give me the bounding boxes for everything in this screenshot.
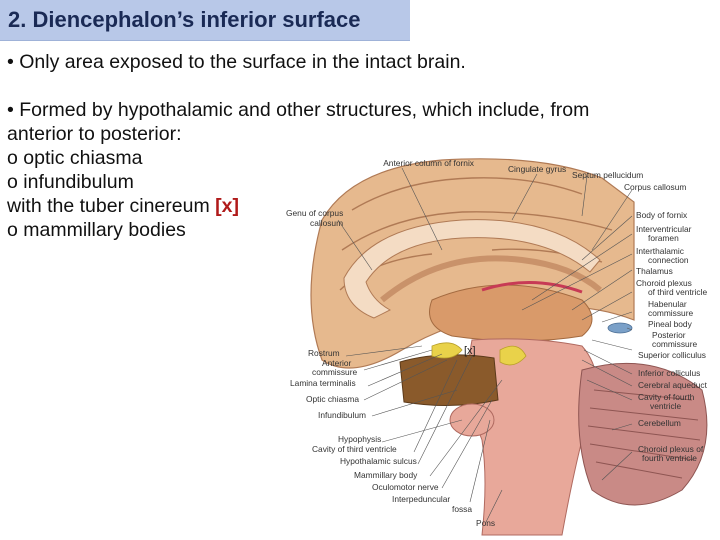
- label-inferior-colliculus: Inferior colliculus: [638, 368, 701, 378]
- midbrain: [400, 355, 498, 406]
- label-hypothalamic-sulcus: Hypothalamic sulcus: [340, 456, 417, 466]
- sub-item-optic-chiasma: o optic chiasma: [7, 147, 143, 169]
- label-choroid-plexus-fourth-2: fourth ventricle: [642, 453, 697, 463]
- label-superior-colliculus: Superior colliculus: [638, 350, 706, 360]
- label-interpeduncular-fossa-2: fossa: [452, 504, 473, 514]
- pineal-body-shape: [608, 323, 632, 333]
- label-genu-of-corpus-callosum-1: Genu of corpus: [286, 208, 344, 218]
- title-bar: [0, 0, 410, 41]
- label-cerebellum: Cerebellum: [638, 418, 681, 428]
- label-lamina-terminalis: Lamina terminalis: [290, 378, 356, 388]
- x-marker: [x]: [215, 195, 239, 217]
- brain-sagittal-diagram: [282, 150, 720, 540]
- label-habenular-commissure-2: commissure: [648, 308, 694, 318]
- bullet-2-line-1: • Formed by hypothalamic and other structures, which include, from: [7, 99, 590, 121]
- label-posterior-commissure-1: Posterior: [652, 330, 686, 340]
- label-pons: Pons: [476, 518, 496, 528]
- label-choroid-plexus-third-1: Choroid plexus: [636, 278, 692, 288]
- label-interpeduncular-fossa-1: Interpeduncular: [392, 494, 451, 504]
- label-mammillary-body: Mammillary body: [354, 470, 418, 480]
- sub-item-infundibulum: o infundibulum: [7, 171, 134, 193]
- label-cerebral-aqueduct: Cerebral aqueduct: [638, 380, 707, 390]
- label-anterior-column-of-fornix: Anterior column of fornix: [383, 158, 474, 168]
- label-body-of-fornix: Body of fornix: [636, 210, 688, 220]
- figure-x-marker: [x]: [464, 345, 476, 357]
- label-cavity-third-ventricle: Cavity of third ventricle: [312, 444, 397, 454]
- bullet-spacer: [7, 74, 713, 98]
- sub-item-mammillary-bodies: o mammillary bodies: [7, 219, 186, 241]
- label-optic-chiasma: Optic chiasma: [306, 394, 360, 404]
- label-rostrum: Rostrum: [308, 348, 340, 358]
- label-cavity-fourth-1: Cavity of fourth: [638, 392, 695, 402]
- label-cingulate-gyrus: Cingulate gyrus: [508, 164, 567, 174]
- label-habenular-commissure-1: Habenular: [648, 299, 687, 309]
- label-choroid-plexus-fourth-1: Choroid plexus of: [638, 444, 704, 454]
- label-oculomotor-nerve: Oculomotor nerve: [372, 482, 439, 492]
- label-interventricular-foramen-2: foramen: [648, 233, 679, 243]
- label-thalamus: Thalamus: [636, 266, 673, 276]
- label-anterior-commissure-2: commissure: [312, 367, 358, 377]
- label-corpus-callosum: Corpus callosum: [624, 182, 687, 192]
- label-interventricular-foramen-1: Interventricular: [636, 224, 692, 234]
- label-anterior-commissure-1: Anterior: [322, 358, 352, 368]
- slide-title: 2. Diencephalon’s inferior surface: [8, 7, 361, 32]
- label-interthalamic-connection-1: Interthalamic: [636, 246, 684, 256]
- bullet-1: • Only area exposed to the surface in the intact brain.: [7, 51, 466, 73]
- label-choroid-plexus-third-2: of third ventricle: [648, 287, 708, 297]
- label-septum-pellucidum: Septum pellucidum: [572, 170, 644, 180]
- label-interthalamic-connection-2: connection: [648, 255, 689, 265]
- tuber-cinereum-text: with the tuber cinereum: [7, 195, 216, 217]
- label-cavity-fourth-2: ventricle: [650, 401, 682, 411]
- label-pineal-body: Pineal body: [648, 319, 692, 329]
- bullet-2-line-2: anterior to posterior:: [7, 123, 182, 145]
- label-genu-of-corpus-callosum-2: callosum: [310, 218, 344, 228]
- label-hypophysis: Hypophysis: [338, 434, 382, 444]
- label-posterior-commissure-2: commissure: [652, 339, 698, 349]
- label-infundibulum: Infundibulum: [318, 410, 366, 420]
